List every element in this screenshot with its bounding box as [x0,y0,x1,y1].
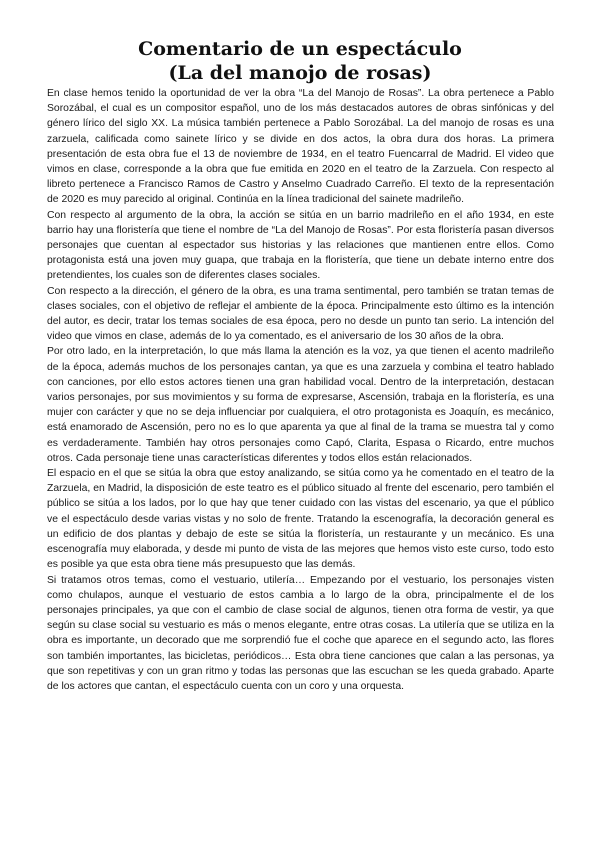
paragraph-introduction: En clase hemos tenido la oportunidad de ver la obra “La del Manojo de Rosas”. La obra pertenece a Pablo Sorozábal, el cual es un compositor español, uno de los más destacados autores de obras sinfónicas y del género lírico del siglo XX. La música también pertenece a Pablo Sorozábal. La del manojo de rosas es una zarzuela, calificada como sainete lírico y se divide en dos actos, la obra dura dos horas. La primera presentación de esta obra fue el 13 de noviembre de 1934, en el teatro Fuencarral de Madrid. El video que vimos en clase, corresponde a la obra que fue emitida en 2020 en el teatro de la Zarzuela. Con respecto al libreto pertenece a Francisco Ramos de Castro y Anselmo Cuadrado Carreño. El texto de la representación de 2020 es muy parecido al original. Continúa en la línea tradicional del sainete madrileño. [47,88,554,206]
paragraph-interpretation: Por otro lado, en la interpretación, lo que más llama la atención es la voz, ya que tienen el acento madrileño de la época, además muchos de los personajes cantan, ya que es una zarzuela y combina el teatro hablado con canciones, por ello estos actores tienen una gran habilidad vocal. Dentro de la interpretación, destacan varios personajes, por sus movimientos y su forma de expresarse, Ascensión, trabaja en la floristería, es una mujer con carácter y que no se deja influenciar por cualquiera, el otro protagonista es Joaquín, es mecánico, está enamorado de Ascensión, pero no es lo que aparenta ya que al final de la trama se muestra tal y como es verdaderamente. También hay otros personajes como Capó, Clarita, Espasa o Ricardo, entre muchos otros. Cada personaje tiene unas características diferentes y todos ellos están relacionados. [47,346,554,464]
paragraph-argument: Con respecto al argumento de la obra, la acción se sitúa en un barrio madrileño en el año 1934, en este barrio hay una floristería que tiene el nombre de “La del Manojo de Rosas”. Por esta floristería pasan diversos personajes que cuentan al espectador sus historias y las relaciones que mantienen entre ellos. Como protagonista está una joven muy guapa, que trabaja en la floristería, que tiene un debate interno entre dos pretendientes, los cuales son de diferentes clases sociales. [47,209,554,282]
paragraph-space: El espacio en el que se sitúa la obra que estoy analizando, se sitúa como ya he comentado en el teatro de la Zarzuela, en Madrid, la disposición de este teatro es el público situado al frente del escenario, pero también el público se sitúa a los lados, por lo que hay que tener cuidado con las vistas del escenario, ya que el público ve el espectáculo desde varias vistas y no solo de frente. Tratando la escenografía, la decoración general es un edificio de dos plantas y debajo de este se sitúa la floristería, un restaurante y un mecánico. Es una escenografía muy elaborada, y desde mi punto de vista de las mejores que hemos visto este curso, todo esto es posible ya que esta obra tiene más presupuesto que las demás. [47,468,554,571]
document-title-line-2: (La del manojo de rosas) [168,62,432,84]
paragraph-direction: Con respecto a la dirección, el género de la obra, es una trama sentimental, pero también se tratan temas de clases sociales, con el objetivo de reflejar el ambiente de la época. Principalmente esto último es la intención del autor, es decir, tratar los temas sociales de esa época, pero no desde un punto tan serio. La intención del video que vimos en clase, además de lo ya comentado, es el aniversario de los 30 años de la obra. [47,285,554,343]
paragraph-costume: Si tratamos otros temas, como el vestuario, utilería… Empezando por el vestuario, los personajes visten como chulapos, aunque el vestuario de estos cambia a lo largo de la obra, principalmente el de los personajes principales, ya que con el cambio de clase social de algunos, tienen otra forma de vestir, ya que según su clase social su vestuario es más o menos elegante, entre otras cosas. La utilería que se utiliza en la obra es importante, un decorado que me sorprendió fue el coche que aparece en el segundo acto, las flores son también importantes, las bicicletas, periódicos… Esta obra tiene canciones que calan a las personas, ya que son repetitivas y con un gran ritmo y todas las personas que las escuchan se les queda grabado. Aparte de los actores que cantan, el espectáculo cuenta con un coro y una orquesta. [47,574,554,692]
document-title-line-1: Comentario de un espectáculo [138,38,462,60]
document-body [47,86,554,694]
